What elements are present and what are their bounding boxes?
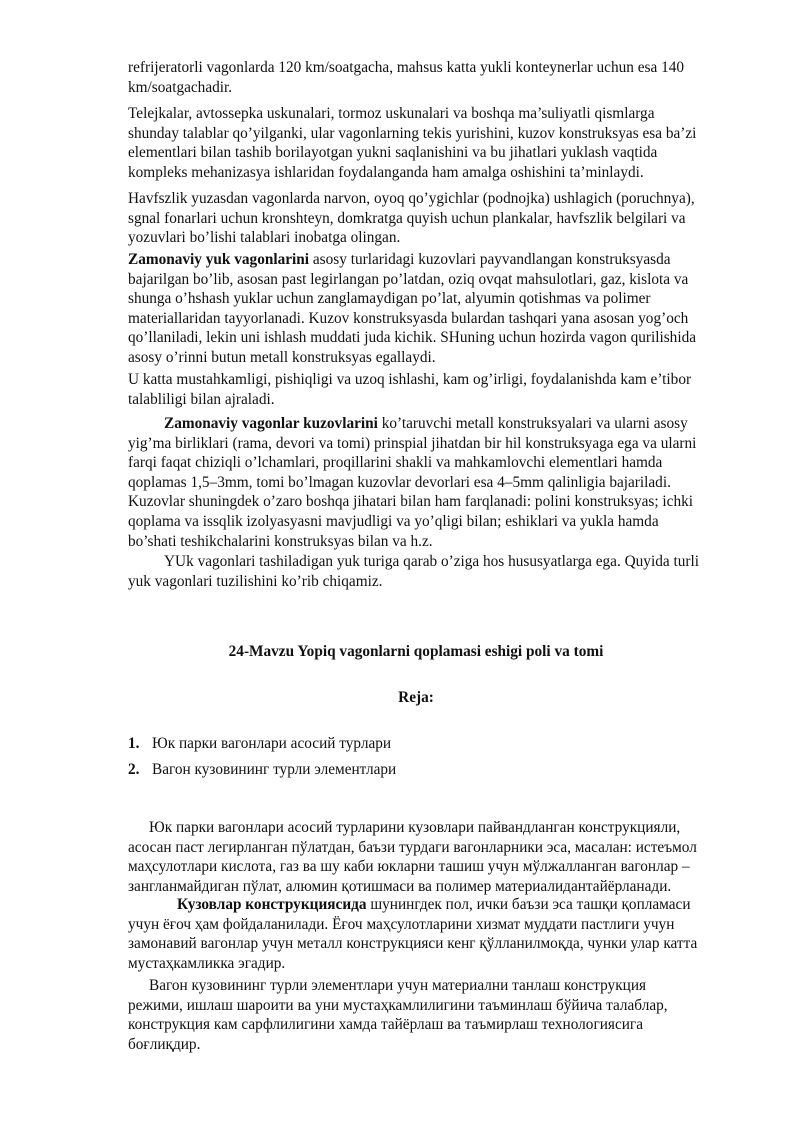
paragraph-safety-requirements: Havfszlik yuzasdan vagonlarda narvon, oyoq qo’ygichlar (podnojka) ushlagich (poruchnya), sgnal fonarlari uchun kronshteyn, domkratga quyish uchun plankalar, havfszlik belgilari va yozuvlari bo’lishi talablari inobatga olingan. (128, 190, 695, 247)
paragraph-text: asosy turlaridagi kuzovlari payvandlangan konstruksyasda bajarilgan bo’lib, asosan past legirlangan po’latdan, oziq ovqat mahsulotlari, gaz, kislota va shunga o’hshash yuklar uchun zanglamaydigan po’lat, alyumin qotishmas va polimer materiallaridan tayyorlanadi. Kuzov konstruksyasda bulardan tashqari yana asosan yog’och qo’llaniladi, lekin uni ishlash muddati juda kichik. SHuning uchun hozirda vagon qurilishida asosy o’rinni butun metall konstruksyas egallaydi. (128, 251, 697, 366)
plan-item-text: Вагон кузовининг турли элементлари (152, 761, 397, 778)
bold-term: Кузовлар конструкциясида (177, 896, 367, 913)
paragraph-cyrillic-body-construction (128, 895, 704, 973)
paragraph-speed-limits: refrijeratorli vagonlarda 120 km/soatgacha, mahsus katta yukli konteynerlar uchun esa 140 km/soatgachadir. (128, 59, 685, 96)
paragraph-cyrillic-material-choice: Вагон кузовининг турли элементлари учун материални танлаш конструкция режими, ишлаш шароити ва уни мустаҳкамлилигини таъминлаш бўйича талаблар, конструкция кам сарфлилигини хамда тайёрлаш ва таъмирлаш технологиясига боғлиқдир. (128, 977, 668, 1053)
topic-title: 24-Mavzu Yopiq vagonlarni qoplamasi eshigi poli va tomi (228, 643, 604, 660)
plan-item-2 (128, 760, 704, 780)
paragraph-text: ko’taruvchi metall konstruksyalari va ularni asosy yig’ma birliklari (rama, devori va tomi) prinspial jihatdan bir hil konstruksyaga ega va ularni farqi faqat chiziqli o’lchamlari, proqillarini shakli va mahkamlovchi elementlari hamda qoplamas 1,5–3mm, tomi bo’lmagan kuzovlar devorlari esa 4–5mm qalinligia bajariladi. Kuzovlar shuningdek o’zaro boshqa jihatari bilan ham farqlanadi: polini konstruksyas; ichki qoplama va issqlik izolyasyasni mavjudligi va yo’qligi bilan; eshiklari va yukla hamda bo’shati teshikchalarini konstruksyas bilan va h.z. (128, 415, 697, 550)
plan-item-1 (128, 734, 704, 754)
paragraph-bogie-requirements: Telejkalar, avtossepka uskunalari, tormoz uskunalari va boshqa ma’suliyatli qismlarga shunday talablar qo’yilganki, ular vagonlarning tekis yurishini, kuzov konstruksyas esa ba’zi elementlari bilan tashib borilayotgan yukni saqlanishini va bu jihatlari yuklash vaqtida kompleks mehanizasya ishlaridan foydalanganda ham amalga oshishini ta’minlaydi. (128, 105, 697, 181)
paragraph-text: шунингдек пол, ички баъзи эса ташқи қопламаси учун ёғоч ҳам фойдаланилади. Ёғоч маҳсулотларини хизмат муддати пастлиги учун замонавий вагонлар учун металл конструкцияси кенг қўлланилмоқда, чунки улар катта мустаҳкамликка эгадир. (128, 896, 698, 972)
paragraph-modern-car-bodies (128, 414, 704, 551)
paragraph-cargo-types: YUk vagonlari tashiladigan yuk turiga qarab o’ziga hos hususyatlarga ega. Quyida turli yuk vagonlari tuzilishini ko’rib chiqamiz. (128, 553, 699, 590)
paragraph-modern-freight-wagons (128, 250, 704, 368)
paragraph-cyrillic-body-types: Юк парки вагонлари асосий турларини кузовлари пайвандланган конструкцияли, асосан паст легирланган пўлатдан, баъзи турдаги вагонларники эса, масалан: истеъмол маҳсулотлари кислота, газ ва шу каби юкларни ташиш учун мўлжалланган вагонлар – зангланмайдиган пўлат, алюмин қотишмаси ва полимер материалидантайёрланади. (128, 819, 697, 895)
paragraph-strength: U katta mustahkamligi, pishiqligi va uzoq ishlashi, kam og’irligi, foydalanishda kam e’tibor talabliligi bilan ajraladi. (128, 371, 692, 408)
plan-item-number: 2. (128, 761, 140, 778)
bold-term: Zamonaviy vagonlar kuzovlarini (164, 415, 378, 432)
bold-term: Zamonaviy yuk vagonlarini (128, 251, 310, 268)
plan-item-text: Юк парки вагонлари асосий турлари (152, 735, 392, 752)
plan-item-number: 1. (128, 735, 140, 752)
plan-title: Reja: (398, 689, 434, 706)
